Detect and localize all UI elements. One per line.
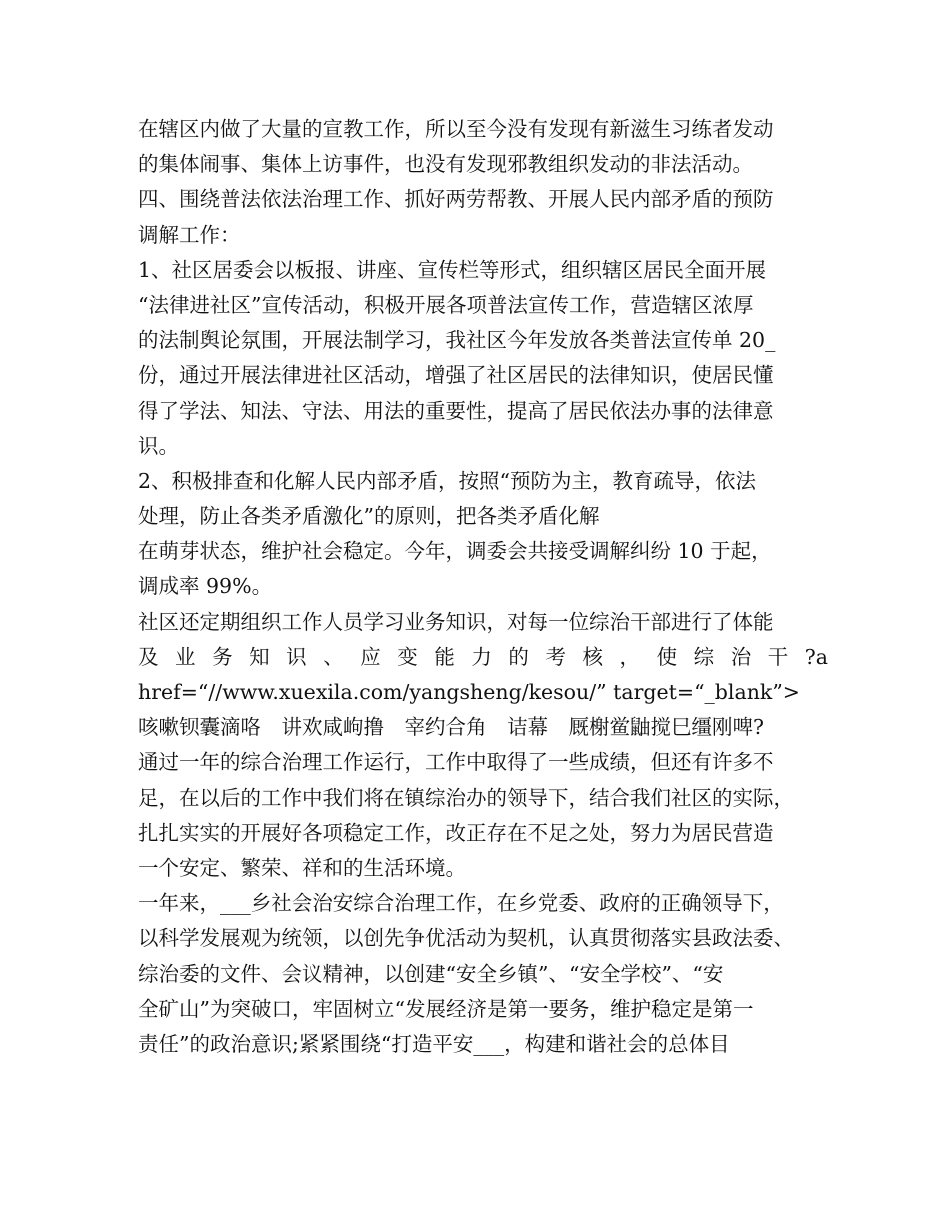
text-line: 足，在以后的工作中我们将在镇综治办的领导下，结合我们社区的实际，	[138, 785, 794, 810]
text-line: 在辖区内做了大量的宣教工作，所以至今没有发现有新滋生习练者发动	[138, 117, 774, 141]
text-line: 1、社区居委会以板报、讲座、宣传栏等形式，组织辖区居民全面开展	[138, 257, 767, 282]
text-line: 处理，防止各类矛盾激化”的原则，把各类矛盾化解	[138, 504, 600, 529]
text-line: 份，通过开展法律进社区活动，增强了社区居民的法律知识，使居民懂	[138, 363, 774, 388]
text-line: 责任”的政治意识;紧紧围绕“打造平安___，构建和谐社会的总体目	[138, 1031, 730, 1056]
text-line: 四、围绕普法依法治理工作、抓好两劳帮教、开展人民内部矛盾的预防	[138, 187, 774, 212]
text-line: 咳嗽钡囊滴咯 讲欢咸岣撸 宰约合角 诘幕 厩榭鲎鼬搅巳缰刚啤?	[138, 715, 764, 740]
document-body	[138, 112, 828, 1062]
text-line-spaced: 及 业 务 知 识 、 应 变 能 力 的 考 核 ， 使 综 治 干 ?a	[138, 644, 828, 669]
text-line: 2、积极排查和化解人民内部矛盾，按照“预防为主，教育疏导，依法	[138, 468, 757, 493]
text-line: 扎扎实实的开展好各项稳定工作，改正存在不足之处，努力为居民营造	[138, 820, 774, 845]
text-line: 通过一年的综合治理工作运行，工作中取得了一些成绩，但还有许多不	[138, 750, 774, 775]
text-line: 以科学发展观为统领，以创先争优活动为契机，认真贯彻落实县政法委、	[138, 926, 794, 951]
text-line: 识。	[138, 433, 179, 458]
text-line: 的法制舆论氛围，开展法制学习，我社区今年发放各类普法宣传单 20_	[138, 328, 776, 353]
text-line: 综治委的文件、会议精神，以创建“安全乡镇”、“安全学校”、“安	[138, 961, 724, 986]
text-line: 全矿山”为突破口，牢固树立“发展经济是第一要务，维护稳定是第一	[138, 996, 754, 1021]
text-line: 调解工作：	[138, 222, 241, 247]
text-line: 在萌芽状态，维护社会稳定。今年，调委会共接受调解纠纷 10 于起，	[138, 539, 772, 564]
text-line: 的集体闹事、集体上访事件，也没有发现邪教组织发动的非法活动。	[138, 152, 753, 177]
text-line: 调成率 99%。	[138, 574, 273, 599]
text-line: 得了学法、知法、守法、用法的重要性，提高了居民依法办事的法律意	[138, 398, 774, 423]
text-line: “法律进社区”宣传活动，积极开展各项普法宣传工作，营造辖区浓厚	[138, 292, 754, 317]
text-line: href=“//www.xuexila.com/yangsheng/kesou/” target=“_blank”>	[138, 680, 800, 704]
text-line: 社区还定期组织工作人员学习业务知识，对每一位综治干部进行了体能	[138, 609, 774, 634]
text-line: 一个安定、繁荣、祥和的生活环境。	[138, 855, 466, 880]
text-line: 一年来，___乡社会治安综合治理工作，在乡党委、政府的正确领导下，	[138, 891, 784, 916]
